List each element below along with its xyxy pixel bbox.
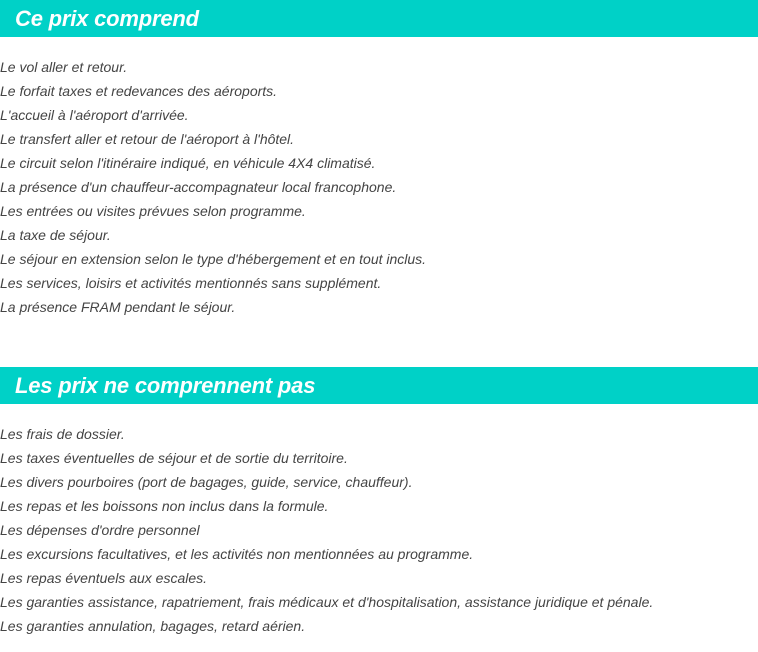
list-item: Les entrées ou visites prévues selon programme. <box>0 203 306 219</box>
list-item: La présence FRAM pendant le séjour. <box>0 299 236 315</box>
included-header-banner <box>0 0 758 37</box>
list-item: Les repas et les boissons non inclus dans la formule. <box>0 498 329 514</box>
list-item: Le circuit selon l'itinéraire indiqué, en véhicule 4X4 climatisé. <box>0 155 376 171</box>
excluded-list <box>0 422 758 638</box>
list-item: Les divers pourboires (port de bagages, guide, service, chauffeur). <box>0 474 413 490</box>
list-item: Le forfait taxes et redevances des aéroports. <box>0 83 278 99</box>
list-item: Le vol aller et retour. <box>0 59 128 75</box>
list-item: Les services, loisirs et activités mentionnés sans supplément. <box>0 275 382 291</box>
list-item: La taxe de séjour. <box>0 227 111 243</box>
list-item: La présence d'un chauffeur-accompagnateur local francophone. <box>0 179 397 195</box>
list-item: Les garanties assistance, rapatriement, frais médicaux et d'hospitalisation, assistance juridique et pénale. <box>0 594 654 610</box>
included-section <box>0 0 758 319</box>
excluded-title: Les prix ne comprennent pas <box>15 372 316 398</box>
list-item: L'accueil à l'aéroport d'arrivée. <box>0 107 189 123</box>
list-item: Les taxes éventuelles de séjour et de sortie du territoire. <box>0 450 348 466</box>
excluded-section <box>0 367 758 638</box>
list-item: Les garanties annulation, bagages, retard aérien. <box>0 618 306 634</box>
included-list <box>0 55 758 319</box>
list-item: Le transfert aller et retour de l'aéroport à l'hôtel. <box>0 131 295 147</box>
included-title: Ce prix comprend <box>15 5 199 31</box>
list-item: Les excursions facultatives, et les activités non mentionnées au programme. <box>0 546 474 562</box>
list-item: Les frais de dossier. <box>0 426 125 442</box>
list-item: Le séjour en extension selon le type d'hébergement et en tout inclus. <box>0 251 427 267</box>
list-item: Les dépenses d'ordre personnel <box>0 522 200 538</box>
list-item: Les repas éventuels aux escales. <box>0 570 208 586</box>
excluded-header-banner <box>0 367 758 404</box>
